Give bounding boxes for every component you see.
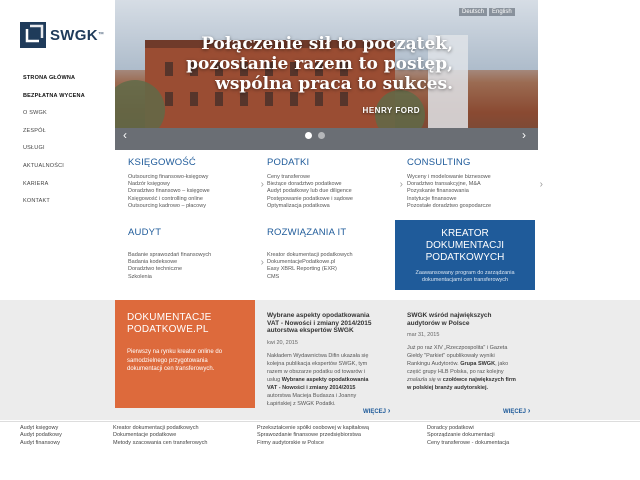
main-nav <box>23 70 85 211</box>
hero-window <box>315 92 323 106</box>
doc-banner-subtitle <box>127 348 243 374</box>
doc-banner-title-line: PODATKOWE.PL <box>127 324 209 335</box>
nav-item-home[interactable]: STRONA GŁÓWNA <box>23 75 76 81</box>
card-list <box>128 252 268 281</box>
news-body <box>407 344 532 392</box>
news-body-italic: znalazła się <box>407 377 436 383</box>
news-body-line: część grupy HLB Polska, po raz kolejny <box>407 369 504 375</box>
chevron-right-icon[interactable]: › <box>539 179 543 190</box>
swgk-logo[interactable] <box>20 22 104 48</box>
news-title-line[interactable]: autorstwa ekspertów SWGK <box>267 327 354 334</box>
news-body-text: w <box>437 377 442 383</box>
card-list <box>267 252 407 281</box>
hero-quote-author: HENRY FORD <box>362 106 420 115</box>
news-title-line[interactable]: VAT - Nowości i zmiany 2014/2015 <box>267 319 372 327</box>
logo-mark-icon <box>20 22 46 48</box>
logo-text: SWGK <box>50 26 98 44</box>
hero-window <box>190 92 198 106</box>
doc-banner-title <box>127 312 243 336</box>
footer-column <box>113 425 207 447</box>
nav-item-news[interactable]: AKTUALNOŚCI <box>23 162 65 169</box>
news-body-line: Nakładem Wydawnictwa Difin ukazała się <box>267 352 369 359</box>
news-title-line[interactable]: Wybrane aspekty opodatkowania <box>267 312 370 319</box>
footer-link[interactable]: Sporządzanie dokumentacji <box>427 432 495 439</box>
footer-column <box>427 425 509 447</box>
card-list <box>407 174 547 210</box>
card-title[interactable]: AUDYT <box>128 227 162 238</box>
creator-title-line: DOKUMENTACJI <box>425 240 505 251</box>
creator-subtitle-line: dokumentacjami cen transferowych <box>421 277 509 283</box>
footer-divider <box>0 421 640 422</box>
slider-next-arrow-icon[interactable]: › <box>522 128 526 142</box>
doc-banner-subtitle-line: Pierwszy na rynku kreator online do <box>127 349 223 355</box>
news-body-line <box>267 384 387 392</box>
hero-slider <box>115 0 538 150</box>
footer-link[interactable]: Ceny transferowe - dokumentacja <box>427 439 510 446</box>
news-item-vat <box>267 312 387 408</box>
chevron-right-icon[interactable]: › <box>260 257 264 268</box>
card-list-item[interactable]: Pozostałe doradztwo gospodarcze <box>407 202 492 209</box>
hero-quote <box>115 34 538 94</box>
language-de-button[interactable]: Deutsch <box>459 8 487 16</box>
hero-window <box>165 92 173 106</box>
service-card-accounting[interactable] <box>128 157 268 225</box>
card-title[interactable]: KSIĘGOWOŚĆ <box>128 157 196 168</box>
card-list-item[interactable]: DokumentacjePodatkowe.pl <box>267 259 336 266</box>
news-body-line <box>407 384 532 392</box>
slider-dot[interactable] <box>318 132 325 139</box>
card-list <box>128 174 268 210</box>
hero-quote-line: wspólna praca to sukces. <box>215 74 453 94</box>
news-body-line: kolejna publikacja ekspertów SWGK, tym <box>267 360 368 367</box>
logo-trademark: ™ <box>97 32 104 38</box>
card-list-item[interactable]: Instytucje finansowe <box>407 195 457 202</box>
news-body-bold: czołówce największych firm <box>442 377 516 383</box>
news-body-text: Rankingu Audytorów. <box>407 361 459 367</box>
chevron-right-icon: › <box>527 406 531 415</box>
hero-window <box>265 92 273 106</box>
card-list <box>267 174 407 210</box>
card-list-item[interactable]: Bieżące doradztwo podatkowe <box>267 181 342 188</box>
card-list-item[interactable]: Optymalizacja podatkowa <box>267 202 330 209</box>
nav-item-team[interactable]: ZESPÓŁ <box>23 127 46 134</box>
news-body-bold: w polskiej branży audytorskiej. <box>407 385 488 391</box>
card-list-item[interactable]: Nadzór księgowy <box>128 181 170 188</box>
card-list-item[interactable]: Badanie sprawozdań finansowych <box>128 252 212 258</box>
footer-link[interactable]: Firmy audytorskie w Polsce <box>257 439 324 446</box>
news-item-auditors-ranking <box>407 312 532 392</box>
hero-window <box>340 92 348 106</box>
hero-street <box>115 128 538 150</box>
news-body-line <box>407 360 532 368</box>
more-link-label[interactable]: WIĘCEJ <box>363 409 387 415</box>
news-body-line: Giełdy "Parkiet" opublikowały wyniki <box>407 353 495 359</box>
hero-window <box>215 92 223 106</box>
card-list-item[interactable]: Doradztwo finansowo – księgowe <box>128 188 210 195</box>
nav-item-services[interactable]: USŁUGI <box>23 145 45 152</box>
news-title-line[interactable]: audytorów w Polsce <box>407 319 470 327</box>
hero-quote-line: pozostanie razem to postęp, <box>186 54 453 74</box>
news-body-line <box>267 376 387 384</box>
news-body-line: Już po raz XIV „Rzeczpospolita" i Gazeta <box>407 345 508 351</box>
card-title[interactable]: PODATKI <box>267 157 310 168</box>
card-list-item[interactable]: Doradztwo transakcyjne, M&A <box>407 181 481 188</box>
slider-dots <box>305 132 325 139</box>
creator-subtitle-line: Zaawansowany program do zarządzania <box>415 270 515 276</box>
creator-title-line: PODATKOWYCH <box>425 252 505 263</box>
news-body-text: , jako <box>495 361 509 367</box>
news-body-line: Łapińskiej z SWGK Podatki. <box>267 400 336 407</box>
slider-dot[interactable] <box>305 132 312 139</box>
card-list-item[interactable]: Wyceny i modelowanie biznesowe <box>407 174 491 180</box>
chevron-right-icon[interactable]: › <box>399 179 403 190</box>
service-card-it-solutions[interactable] <box>267 227 407 295</box>
footer-column <box>257 425 369 447</box>
dokumentacje-podatkowe-banner[interactable] <box>115 300 255 408</box>
news-body-line: razem w obszarze podatku od towarów i <box>267 368 366 375</box>
footer-link[interactable]: Audyt podatkowy <box>20 432 62 439</box>
news-title[interactable] <box>407 312 532 327</box>
news-date: mar 31, 2015 <box>407 332 440 338</box>
hero-window <box>290 92 298 106</box>
doc-banner-subtitle-line: dokumentacji cen transferowych. <box>127 366 215 372</box>
footer-column <box>20 425 62 447</box>
card-list-item[interactable]: CMS <box>267 273 280 280</box>
nav-item-free-quote[interactable]: BEZPŁATNA WYCENA <box>23 92 85 99</box>
news-date: kwi 20, 2015 <box>267 339 298 346</box>
creator-subtitle <box>395 270 535 284</box>
creator-title-line: KREATOR <box>441 228 489 239</box>
language-en-button[interactable]: English <box>489 8 515 16</box>
footer-link[interactable]: Audyt księgowy <box>20 425 59 431</box>
card-list-item[interactable]: Księgowość i controlling online <box>128 195 203 202</box>
news-body-line: autorstwa Macieja Budasza i Joanny <box>267 392 357 399</box>
chevron-right-icon[interactable]: › <box>260 179 264 190</box>
card-list-item[interactable]: Audyt podatkowy lub due diligence <box>267 188 352 195</box>
more-link[interactable] <box>363 406 390 415</box>
card-list-item[interactable]: Szkolenia <box>128 273 152 280</box>
footer-link[interactable]: Dokumentacje podatkowe <box>113 432 177 439</box>
doc-banner-subtitle-line: samodzielnego przygotowania <box>127 357 208 364</box>
footer-link[interactable]: Audyt finansowy <box>20 439 61 446</box>
card-list-item[interactable]: Outsourcing finansowo-księgowy <box>128 174 209 180</box>
news-body-bold: VAT - Nowości i zmiany 2014/2015 <box>267 384 356 391</box>
card-list-item[interactable]: Ceny transferowe <box>267 174 311 180</box>
footer-link[interactable]: Przekształcenie spółki osobowej w kapitałową <box>257 425 369 431</box>
card-title[interactable]: ROZWIĄZANIA IT <box>267 227 347 238</box>
chevron-right-icon: › <box>387 406 391 415</box>
tax-documentation-creator-banner[interactable] <box>395 220 535 290</box>
hero-window <box>240 92 248 106</box>
nav-item-contact[interactable]: KONTAKT <box>23 198 50 205</box>
news-body-bold: Grupa SWGK <box>460 361 496 367</box>
news-body-bold: Wybrane aspekty opodatkowania <box>281 376 369 383</box>
news-body <box>267 352 387 408</box>
service-card-audit[interactable] <box>128 227 268 295</box>
news-title-line[interactable]: SWGK wśród największych <box>407 312 492 319</box>
news-body-line <box>407 376 532 384</box>
creator-title <box>395 220 535 264</box>
slider-prev-arrow-icon[interactable]: ‹ <box>123 128 127 142</box>
footer-link[interactable]: Doradcy podatkowi <box>427 425 474 431</box>
more-link-label[interactable]: WIĘCEJ <box>503 409 527 415</box>
card-title[interactable]: CONSULTING <box>407 157 471 168</box>
footer-link[interactable]: Kreator dokumentacji podatkowych <box>113 425 199 431</box>
card-list-item[interactable]: Outsourcing kadrowo – płacowy <box>128 202 206 209</box>
footer-link[interactable]: Sprawozdanie finansowe przedsiębiorstwa <box>257 432 361 439</box>
card-list-item[interactable]: Easy XBRL Reporting (EXR) <box>267 266 337 273</box>
news-body-text: usług <box>267 376 281 383</box>
service-card-taxes[interactable] <box>267 157 407 225</box>
card-list-item[interactable]: Doradztwo techniczne <box>128 266 183 273</box>
service-card-consulting[interactable] <box>407 157 547 225</box>
card-list-item[interactable]: Pozyskanie finansowania <box>407 188 469 195</box>
card-list-item[interactable]: Postępowanie podatkowe i sądowe <box>267 195 353 202</box>
hero-quote-line: Połączenie sił to początek, <box>201 34 453 54</box>
more-link[interactable] <box>503 406 530 415</box>
footer-link[interactable]: Metody szacowania cen transferowych <box>113 439 208 446</box>
card-list-item[interactable]: Kreator dokumentacji podatkowych <box>267 252 353 258</box>
doc-banner-title-line: DOKUMENTACJE <box>127 312 212 323</box>
news-title[interactable] <box>267 312 387 335</box>
nav-item-about[interactable]: O SWGK <box>23 110 47 117</box>
nav-item-career[interactable]: KARIERA <box>23 180 49 187</box>
card-list-item[interactable]: Badania kodeksowe <box>128 259 178 266</box>
